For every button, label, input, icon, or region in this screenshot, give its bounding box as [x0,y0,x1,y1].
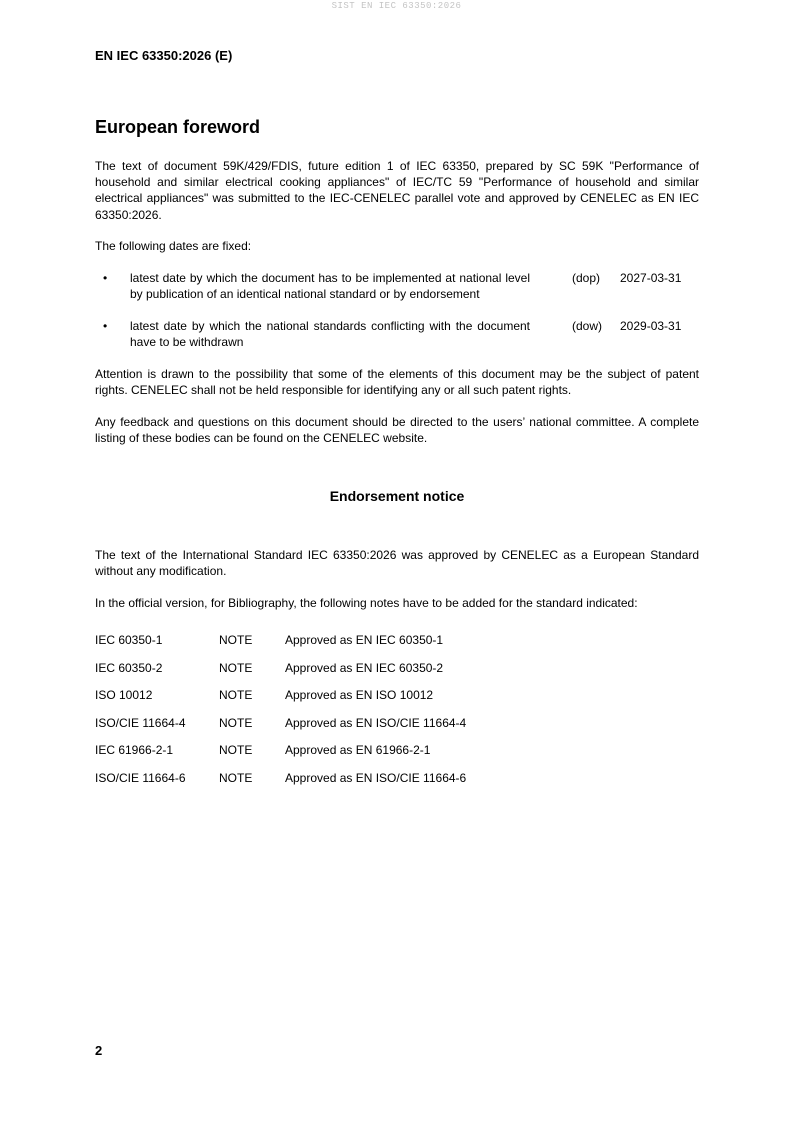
date-item-date: 2027-03-31 [620,271,682,285]
note-label: NOTE [219,715,253,730]
note-label: NOTE [219,633,253,647]
page-number: 2 [95,1043,103,1058]
foreword-paragraph-3: Attention is drawn to the possibility that some of the elements of this document may be the subject of patent rights. CENELEC shall not be held responsible for identifying any or all such patent rights. [95,367,699,398]
note-row [95,687,699,715]
note-row [95,660,699,688]
note-standard: IEC 60350-1 [95,633,163,647]
note-row [95,742,699,770]
note-label: NOTE [219,688,253,703]
note-label: NOTE [219,770,253,785]
note-standard: IEC 60350-2 [95,660,163,675]
endorsement-paragraph-2: In the official version, for Bibliography, the following notes have to be added for the standard indicated: [95,596,638,610]
bibliography-notes-table [95,632,699,798]
note-standard: ISO/CIE 11664-4 [95,715,186,730]
note-text: Approved as EN ISO/CIE 11664-4 [285,715,467,730]
date-item-dop [95,270,699,306]
note-row [95,715,699,743]
bullet: • [103,271,108,285]
bullet: • [103,319,108,333]
document-id: EN IEC 63350:2026 (E) [95,48,233,63]
section-title-endorsement-notice: Endorsement notice [329,488,465,504]
date-item-dow [95,318,699,354]
foreword-paragraph-2: The following dates are fixed: [95,239,252,253]
watermark: SIST EN IEC 63350:2026 [331,1,462,11]
note-text: Approved as EN 61966-2-1 [285,743,431,758]
date-item-code: (dow) [572,319,603,333]
note-standard: ISO 10012 [95,688,153,703]
endorsement-paragraph-1: The text of the International Standard IEC 63350:2026 was approved by CENELEC as a European Standard without any modification. [95,548,699,579]
note-text: Approved as EN IEC 60350-2 [285,660,444,675]
note-row [95,770,699,798]
note-label: NOTE [219,660,253,675]
date-item-text: latest date by which the document has to be implemented at national level by publication of an identical national standard or by endorsement [130,271,530,302]
note-label: NOTE [219,743,253,758]
foreword-paragraph-1: The text of document 59K/429/FDIS, future edition 1 of IEC 63350, prepared by SC 59K "Performance of household and similar electrical cooking appliances" of IEC/TC 59 "Performance of household and similar electrical appliances" was submitted to the IEC-CENELEC parallel vote and approved by CENELEC as EN IEC 63350:2026. [95,159,699,222]
note-text: Approved as EN IEC 60350-1 [285,633,444,647]
note-standard: ISO/CIE 11664-6 [95,770,186,785]
note-text: Approved as EN ISO/CIE 11664-6 [285,770,467,785]
date-item-text: latest date by which the national standards conflicting with the document have to be withdrawn [130,319,530,350]
note-row [95,632,699,660]
note-standard: IEC 61966-2-1 [95,743,174,758]
foreword-paragraph-4: Any feedback and questions on this document should be directed to the users’ national committee. A complete listing of these bodies can be found on the CENELEC website. [95,415,699,446]
section-title-european-foreword: European foreword [95,117,261,137]
date-item-code: (dop) [572,271,601,285]
note-text: Approved as EN ISO 10012 [285,688,434,703]
date-item-date: 2029-03-31 [620,319,682,333]
